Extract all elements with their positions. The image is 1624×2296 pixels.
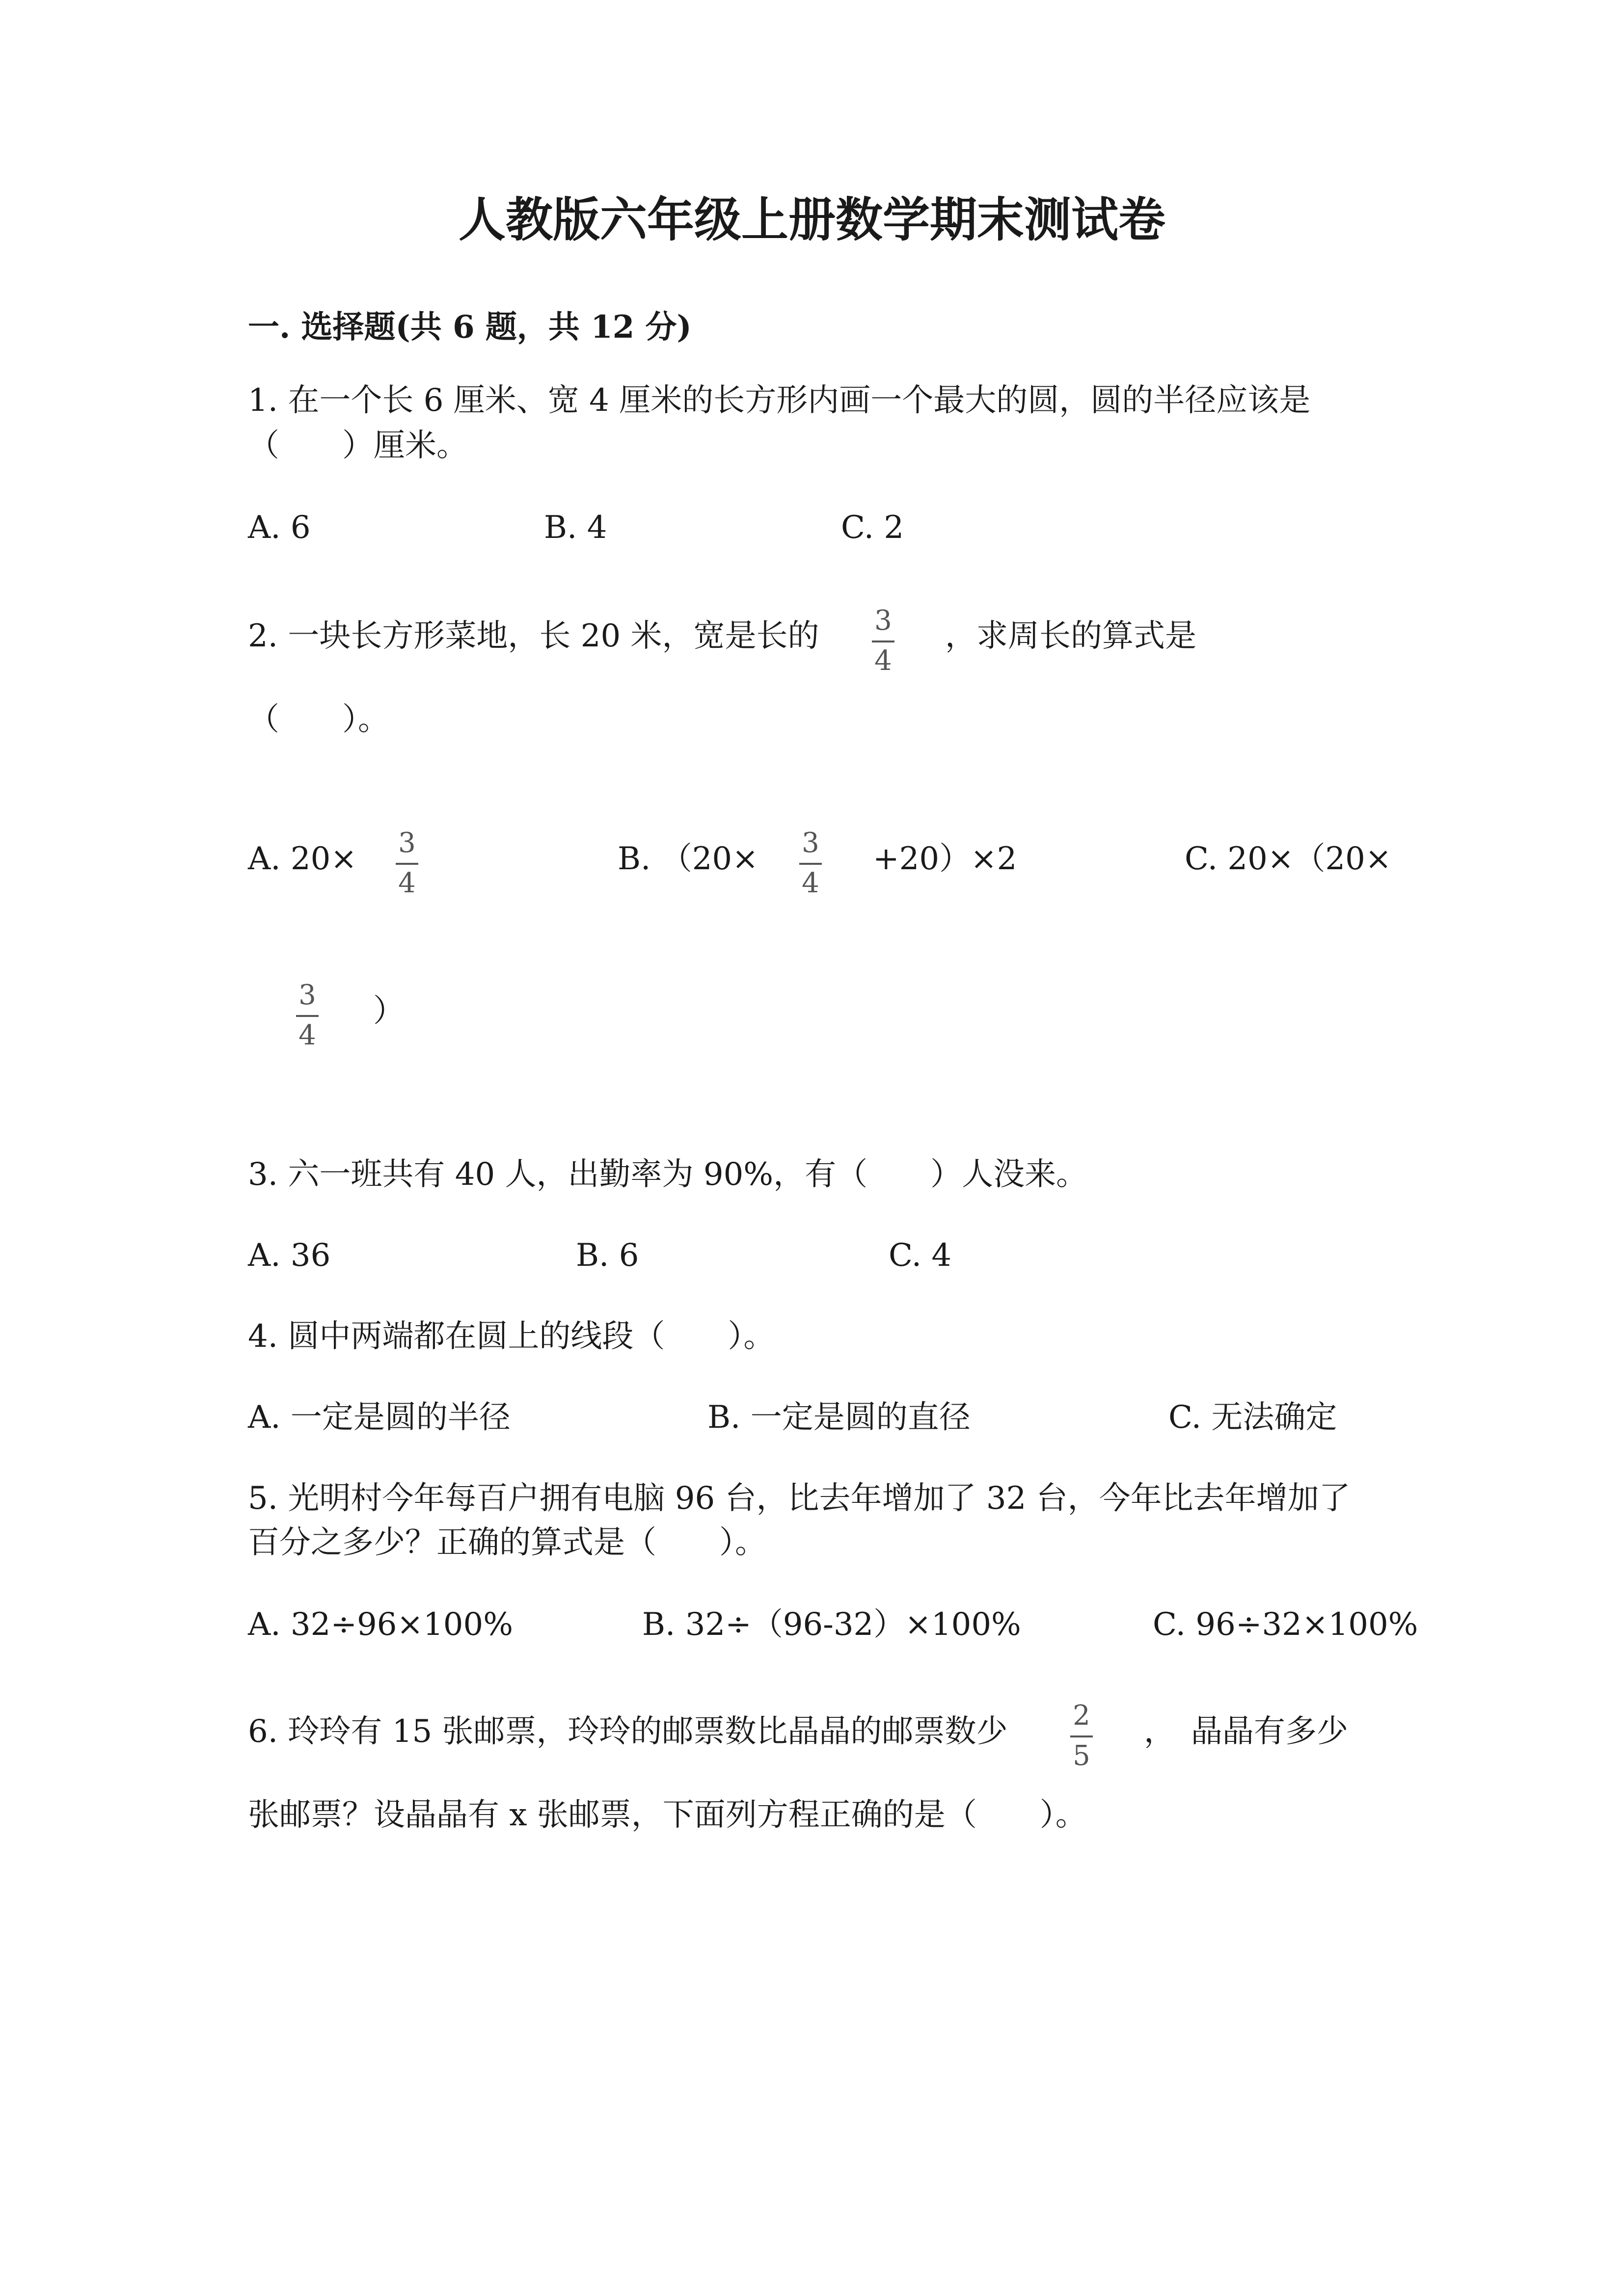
q5-line1: 5. 光明村今年每百户拥有电脑 96 台，比去年增加了 32 台，今年比去年增加了 [248,1480,1351,1517]
fraction-numerator: 3 [398,827,416,859]
page-title: 人教版六年级上册数学期末测试卷 [459,192,1165,247]
q3-option-a: A. 36 [248,1237,331,1274]
q2-option-c-tail: ） [373,993,405,1029]
fraction-denominator: 4 [802,867,819,899]
q5-option-a: A. 32÷96×100% [248,1606,513,1643]
q3-line1: 3. 六一班共有 40 人，出勤率为 90%，有（ ）人没来。 [248,1156,1088,1193]
q2-fraction [872,607,894,675]
fraction-bar [872,641,894,642]
fraction-numerator: 3 [874,605,892,637]
q2-option-a-fraction [396,829,418,897]
q3-option-c: C. 4 [889,1237,952,1274]
fraction-bar [296,1015,319,1017]
q5-option-c: C. 96÷32×100% [1153,1606,1418,1643]
q5-option-b: B. 32÷（96-32）×100% [642,1606,1021,1643]
fraction-numerator: 3 [298,979,316,1011]
fraction-denominator: 4 [298,1019,316,1051]
fraction-numerator: 3 [802,827,819,859]
q2-option-a-label: A. 20× [248,841,357,877]
q5-line2: 百分之多少？正确的算式是（ ）。 [248,1524,766,1561]
fraction-denominator: 5 [1073,1740,1090,1772]
q2-option-b-tail: +20）×2 [873,841,1017,877]
q4-option-b: B. 一定是圆的直径 [707,1399,971,1436]
fraction-bar [799,863,822,865]
q2-line2: （ ）。 [248,701,389,738]
q3-option-b: B. 6 [576,1237,639,1274]
q2-text-after: ，求周长的算式是 [945,618,1196,654]
section-heading: 一. 选择题(共 6 题，共 12 分) [248,309,692,346]
q2-option-b-fraction [799,829,822,897]
q4-line1: 4. 圆中两端都在圆上的线段（ ）。 [248,1318,775,1355]
q1-line2: （ ）厘米。 [248,427,468,464]
q4-option-c: C. 无法确定 [1168,1399,1337,1436]
q6-fraction [1070,1702,1093,1770]
q1-option-a: A. 6 [248,509,311,546]
fraction-bar [396,863,418,865]
q4-option-a: A. 一定是圆的半径 [248,1399,511,1436]
q1-option-b: B. 4 [544,509,607,546]
q2-option-c-fraction [296,979,319,1051]
fraction-denominator: 4 [398,867,416,899]
q6-text-before: 6. 玲玲有 15 张邮票，玲玲的邮票数比晶晶的邮票数少 [248,1713,1008,1750]
q2-option-b-label: B. （20× [618,841,758,877]
fraction-numerator: 2 [1073,1700,1090,1732]
q6-text-after: ， 晶晶有多少 [1144,1713,1348,1750]
fraction-denominator: 4 [874,645,892,677]
q1-option-c: C. 2 [841,509,904,546]
q2-text-before: 2. 一块长方形菜地，长 20 米，宽是长的 [248,618,819,654]
q6-line2: 张邮票？设晶晶有 x 张邮票，下面列方程正确的是（ ）。 [248,1797,1087,1833]
q1-line1: 1. 在一个长 6 厘米、宽 4 厘米的长方形内画一个最大的圆，圆的半径应该是 [248,382,1311,419]
fraction-bar [1070,1735,1093,1737]
q2-option-c-label: C. 20×（20× [1185,841,1392,877]
